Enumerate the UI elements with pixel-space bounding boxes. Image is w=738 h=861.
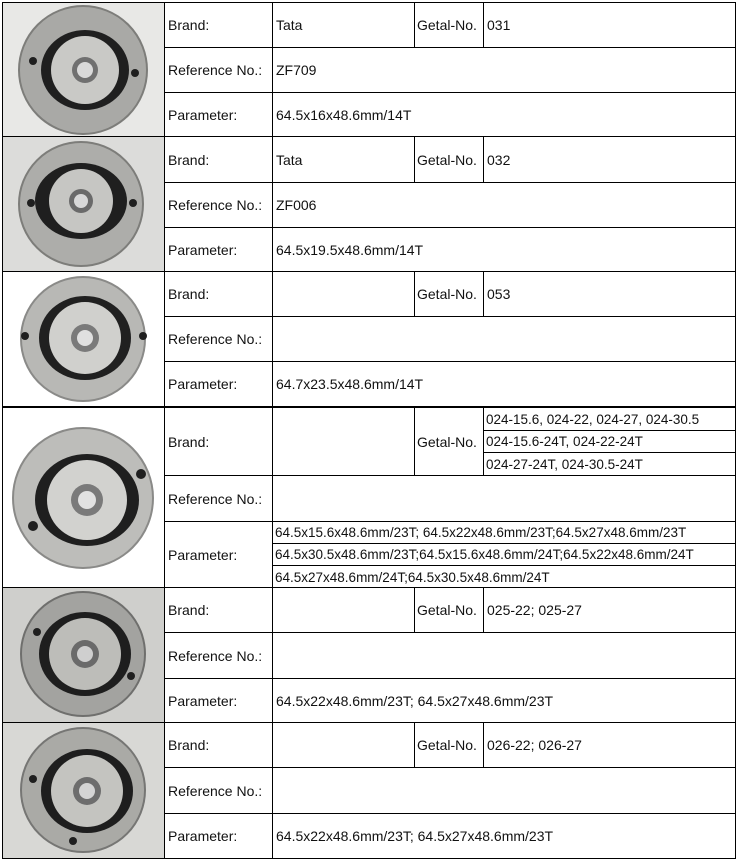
getal-value: 026-22; 026-27 bbox=[484, 723, 735, 768]
product-photo bbox=[3, 272, 165, 406]
reference-label: Reference No.: bbox=[165, 476, 273, 522]
pump-plate-image bbox=[3, 588, 164, 722]
parameter-value-line: 64.5x15.6x48.6mm/23T; 64.5x22x48.6mm/23T;64.5x27x48.6mm/23T bbox=[273, 522, 735, 544]
getal-value-group bbox=[484, 408, 735, 476]
parameter-value: 64.5x16x48.6mm/14T bbox=[276, 106, 412, 123]
parameter-value: 64.5x22x48.6mm/23T; 64.5x27x48.6mm/23T bbox=[276, 828, 554, 844]
product-row bbox=[2, 2, 736, 137]
parameter-label: Parameter: bbox=[165, 522, 273, 588]
getal-value-line: 024-15.6, 024-22, 024-27, 024-30.5 bbox=[484, 408, 735, 431]
getal-label: Getal-No. bbox=[415, 272, 484, 317]
product-photo bbox=[3, 723, 165, 858]
pump-plate-image bbox=[3, 272, 164, 406]
getal-value: 032 bbox=[484, 137, 735, 183]
product-photo bbox=[3, 588, 165, 722]
pump-plate-image bbox=[3, 408, 164, 587]
brand-value: Tata bbox=[273, 3, 415, 48]
brand-value bbox=[273, 408, 415, 476]
parameter-label: Parameter: bbox=[165, 228, 273, 271]
getal-label: Getal-No. bbox=[415, 408, 484, 476]
parameter-label: Parameter: bbox=[165, 679, 273, 722]
brand-label: Brand: bbox=[165, 588, 273, 633]
parameter-value: 64.5x19.5x48.6mm/14T bbox=[276, 241, 424, 258]
product-photo bbox=[3, 408, 165, 587]
product-row bbox=[2, 587, 736, 723]
pump-plate-image bbox=[3, 137, 164, 271]
reference-value bbox=[273, 317, 735, 362]
product-row bbox=[2, 136, 736, 272]
getal-value-line: 024-27-24T, 024-30.5-24T bbox=[486, 457, 643, 472]
getal-value: 025-22; 025-27 bbox=[484, 588, 735, 633]
pump-plate-image bbox=[3, 3, 164, 136]
product-photo bbox=[3, 3, 165, 136]
reference-value bbox=[273, 768, 735, 814]
parameter-value-line: 64.5x27x48.6mm/24T;64.5x30.5x48.6mm/24T bbox=[275, 569, 550, 585]
parameter-label: Parameter: bbox=[165, 814, 273, 858]
reference-label: Reference No.: bbox=[165, 317, 273, 362]
reference-label: Reference No.: bbox=[165, 183, 273, 228]
getal-label: Getal-No. bbox=[415, 588, 484, 633]
brand-label: Brand: bbox=[165, 272, 273, 317]
parameter-label: Parameter: bbox=[165, 93, 273, 136]
getal-value: 053 bbox=[484, 272, 735, 317]
parameter-value: 64.5x22x48.6mm/23T; 64.5x27x48.6mm/23T bbox=[276, 692, 554, 709]
parameter-label: Parameter: bbox=[165, 362, 273, 406]
pump-plate-image bbox=[3, 723, 164, 858]
reference-value: ZF709 bbox=[273, 48, 735, 93]
brand-value: Tata bbox=[273, 137, 415, 183]
product-photo bbox=[3, 137, 165, 271]
product-row bbox=[2, 406, 736, 588]
product-row bbox=[2, 271, 736, 407]
parameter-value-line: 64.5x30.5x48.6mm/23T;64.5x15.6x48.6mm/24T;64.5x22x48.6mm/24T bbox=[273, 544, 735, 566]
getal-value: 031 bbox=[484, 3, 735, 48]
brand-value bbox=[273, 272, 415, 317]
getal-value-line: 024-15.6-24T, 024-22-24T bbox=[484, 431, 735, 453]
getal-label: Getal-No. bbox=[415, 3, 484, 48]
brand-value bbox=[273, 723, 415, 768]
brand-value bbox=[273, 588, 415, 633]
reference-label: Reference No.: bbox=[165, 768, 273, 814]
getal-label: Getal-No. bbox=[415, 137, 484, 183]
product-row bbox=[2, 722, 736, 859]
reference-label: Reference No.: bbox=[165, 633, 273, 679]
brand-label: Brand: bbox=[165, 3, 273, 48]
brand-label: Brand: bbox=[165, 723, 273, 768]
getal-label: Getal-No. bbox=[415, 723, 484, 768]
parameter-value: 64.7x23.5x48.6mm/14T bbox=[276, 376, 424, 392]
reference-value bbox=[273, 476, 735, 522]
reference-label: Reference No.: bbox=[165, 48, 273, 93]
reference-value bbox=[273, 633, 735, 679]
reference-value: ZF006 bbox=[273, 183, 735, 228]
brand-label: Brand: bbox=[165, 408, 273, 476]
brand-label: Brand: bbox=[165, 137, 273, 183]
parameter-value-group bbox=[273, 522, 735, 588]
